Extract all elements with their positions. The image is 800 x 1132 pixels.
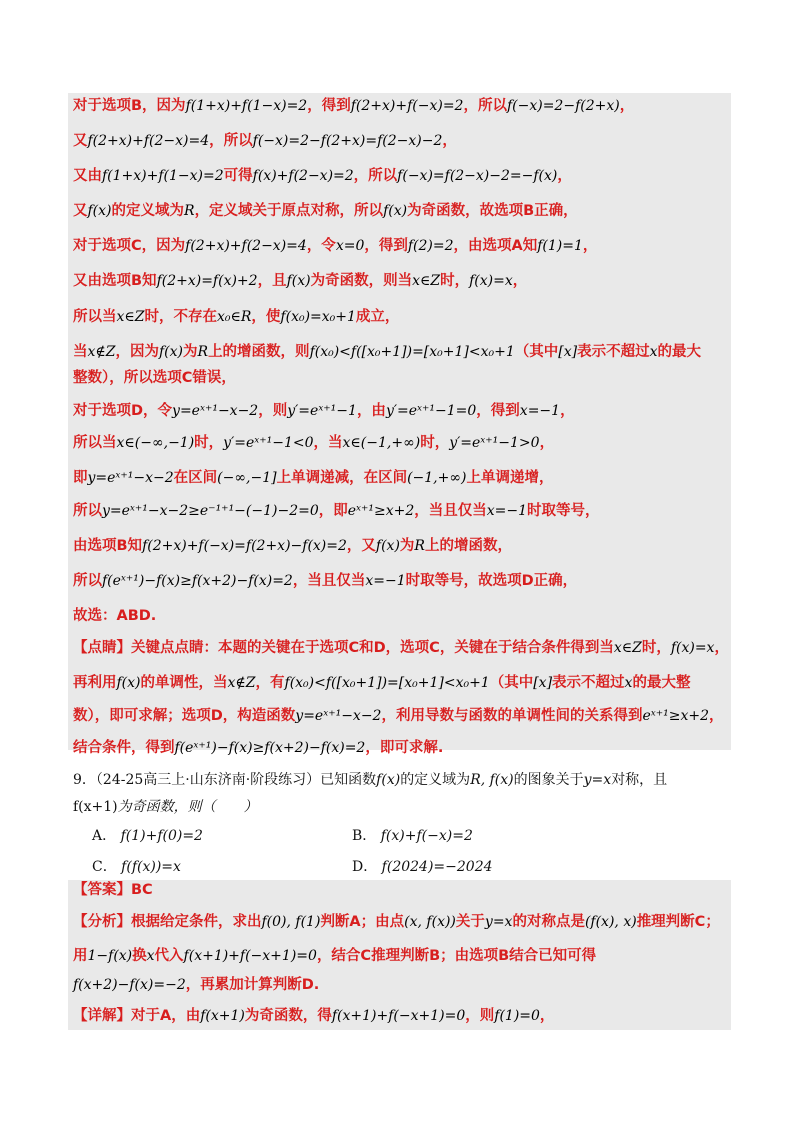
text-segment: ，结合C推理判断B；由选项B结合已知可得 (316, 948, 597, 964)
question-stem-line2 (73, 797, 728, 817)
text-segment: 为奇函数，故选项B正确， (407, 203, 578, 219)
math-expression: f(1+x)+f(1−x)=2 (185, 98, 308, 114)
math-expression: f(x) (159, 344, 184, 360)
text-segment: ，则 (465, 1008, 495, 1024)
text-segment: ，所以 (353, 168, 398, 184)
text-segment: ，定义域关于原点对称，所以 (194, 203, 384, 219)
math-expression: (x, f(x)) (404, 914, 456, 930)
text-segment: 成立， (355, 309, 400, 325)
text-segment: ，即 (318, 503, 348, 519)
math-expression: x∈(−∞,−1) (116, 435, 195, 451)
text-segment: ，当且仅当 (414, 503, 487, 519)
math-expression: R (184, 203, 195, 219)
answer-line (73, 912, 728, 932)
math-expression: f(2)=2 (407, 238, 454, 254)
solution-line (73, 571, 728, 591)
solution-line (73, 501, 728, 521)
math-expression: f(2+x)+f(2−x)=4 (185, 238, 307, 254)
solution-line (73, 433, 728, 453)
text-segment: ，即可求解. (365, 740, 444, 756)
text-segment: 为奇函数，则当 (310, 273, 413, 289)
math-expression: R (197, 344, 209, 360)
math-expression: f(x+1)+f(−x+1)=0 (331, 1008, 466, 1024)
text-segment: 故选：ABD. (73, 608, 157, 624)
text-segment: 数），即可求解；选项D，构造函数 (73, 708, 296, 724)
math-expression: x (649, 344, 658, 360)
text-segment: 又 (73, 203, 88, 219)
math-expression: (−∞,−1] (217, 470, 277, 486)
math-expression: x∈Z (613, 640, 642, 656)
math-expression: f(0), f(1) (261, 914, 321, 930)
math-expression: 1−f(x) (87, 948, 133, 964)
solution-line (73, 536, 728, 556)
text-segment: ， (560, 403, 575, 419)
text-segment: 对称，且 (611, 772, 668, 788)
math-expression: x∈Z (116, 309, 145, 325)
text-segment: （其中 (489, 675, 534, 691)
text-segment: 判断A；由点 (320, 914, 405, 930)
text-segment: 当 (73, 344, 88, 360)
math-expression: x (624, 675, 633, 691)
text-segment: 为 (399, 538, 415, 554)
text-segment: 又由 (73, 168, 102, 184)
math-expression: f(x+1)+f(−x+1)=0 (183, 948, 317, 964)
text-segment: ，由 (356, 403, 386, 419)
math-expression: f(1)=1 (537, 238, 583, 254)
math-expression: y=eˣ⁺¹−x−2≥e⁻¹⁺¹−(−1)−2=0 (102, 503, 319, 519)
text-segment: 又 (73, 133, 88, 149)
text-segment: ， (539, 1008, 555, 1024)
text-segment: 上的增函数， (424, 538, 512, 554)
math-expression: y′=eˣ⁺¹−1<0 (223, 435, 314, 451)
math-expression: [x] (533, 675, 553, 691)
math-expression: f(x)+f(2−x)=2 (252, 168, 354, 184)
math-expression: x∉Z (87, 344, 116, 360)
math-expression: f(x) (286, 273, 311, 289)
math-expression: [x] (558, 344, 578, 360)
math-expression: x (146, 948, 155, 964)
text-segment: f(x+1) (73, 799, 118, 815)
text-segment: ， (709, 708, 724, 724)
text-segment: 可得 (223, 168, 253, 184)
option-label: A． (92, 828, 117, 844)
math-expression: f(x)=x (469, 273, 513, 289)
answer-line (73, 1006, 728, 1026)
math-expression: R, f(x) (470, 772, 514, 788)
math-expression: f(x₀)=x₀+1 (280, 309, 356, 325)
text-segment: 又由选项B知 (73, 273, 157, 289)
math-expression: f(2024)=−2024 (377, 859, 493, 875)
text-segment: 由选项B知 (73, 538, 143, 554)
text-segment: ，利用导数与函数的单调性间的关系得到 (381, 708, 643, 724)
solution-line (73, 131, 728, 151)
solution-line (73, 201, 728, 221)
text-segment: ，由选项A知 (453, 238, 538, 254)
text-segment: 的图象关于 (513, 772, 584, 788)
math-expression: f(1)+f(0)=2 (116, 828, 203, 844)
text-segment: ， (714, 640, 729, 656)
text-segment: 【点睛】关键点点睛：本题的关键在于选项C和D，选项C，关键在于结合条件得到当 (73, 640, 614, 656)
math-expression: f(1+x)+f(1−x)=2 (102, 168, 224, 184)
math-expression: f(−x)=2−f(2+x)=f(2−x)−2 (252, 133, 443, 149)
solution-line (73, 706, 728, 726)
option-d (352, 857, 493, 877)
math-expression: x=−1 (486, 503, 528, 519)
math-expression: y=eˣ⁺¹−x−2 (295, 708, 382, 724)
text-segment: 的单调性，当 (140, 675, 228, 691)
text-segment: 9．（24-25高三上·山东济南·阶段练习）已知函数 (73, 772, 377, 788)
solution-line (73, 606, 728, 626)
text-segment: 结合条件，得到 (73, 740, 175, 756)
text-segment: ，再累加计算判断D. (185, 977, 320, 993)
math-expression: f(x+1) (200, 1008, 245, 1024)
math-expression: (−1,+∞) (407, 470, 467, 486)
text-segment: ，当且仅当 (292, 573, 366, 589)
math-expression: y′=eˣ⁺¹−1 (287, 403, 357, 419)
math-expression: f(x)+f(−x)=2 (376, 828, 473, 844)
option-c (92, 857, 181, 877)
solution-line (73, 236, 728, 256)
text-segment: ， (512, 273, 528, 289)
math-expression: y=x (484, 914, 513, 930)
math-expression: f(f(x))=x (116, 859, 181, 875)
text-segment: 推理判断C； (636, 914, 720, 930)
text-segment: 对于选项C，因为 (73, 238, 186, 254)
math-expression: f(x) (376, 772, 401, 788)
math-expression: f(−x)=f(2−x)−2=−f(x) (397, 168, 558, 184)
text-segment: 时，不存在 (144, 309, 217, 325)
text-segment: 所以当 (73, 435, 117, 451)
text-segment: 所以 (73, 573, 102, 589)
text-segment: ， (557, 168, 572, 184)
math-expression: f(2+x)=f(x)+2 (156, 273, 258, 289)
text-segment: ，使 (251, 309, 281, 325)
text-segment: 的最大 (657, 344, 701, 360)
math-expression: f(x)=x (670, 640, 715, 656)
text-segment: 再利用 (73, 675, 117, 691)
option-label: D． (352, 859, 378, 875)
text-segment: 上的增函数，则 (208, 344, 310, 360)
math-expression: f(x) (116, 675, 141, 691)
math-expression: x=−1 (365, 573, 406, 589)
text-segment: 的定义域为 (400, 772, 471, 788)
text-segment: 时， (420, 435, 450, 451)
math-expression: eˣ⁺¹≥x+2 (347, 503, 415, 519)
answer-line (73, 880, 728, 900)
solution-line (73, 96, 728, 116)
solution-line (73, 468, 728, 488)
solution-line (73, 271, 728, 291)
option-label: C． (92, 859, 117, 875)
math-expression: f(eˣ⁺¹)−f(x)≥f(x+2)−f(x)=2 (102, 573, 293, 589)
solution-line (73, 401, 728, 421)
solution-line (73, 166, 728, 186)
question-stem-line1 (73, 770, 728, 790)
text-segment: ， (442, 133, 457, 149)
math-expression: x=0 (335, 238, 365, 254)
math-expression: x₀∈R (217, 309, 252, 325)
text-segment: ，令 (306, 238, 336, 254)
text-segment: 整数），所以选项C错误， (73, 370, 236, 386)
text-segment: 【分析】根据给定条件，求出 (73, 914, 262, 930)
text-segment: 时， (440, 273, 470, 289)
text-segment: 时取等号，故选项D正确， (405, 573, 578, 589)
math-expression: x∈(−1,+∞) (342, 435, 421, 451)
text-segment: ，当 (313, 435, 343, 451)
text-segment: ， (619, 98, 635, 114)
math-expression: f(2+x)+f(2−x)=4 (87, 133, 210, 149)
math-expression: x=−1 (519, 403, 561, 419)
text-segment: 的对称点是 (512, 914, 585, 930)
math-expression: f(x) (375, 538, 400, 554)
text-segment: 【答案】BC (73, 882, 153, 898)
math-expression: y=x (583, 772, 612, 788)
math-expression: eˣ⁺¹≥x+2 (642, 708, 709, 724)
answer-line (73, 975, 728, 995)
text-segment: 换 (132, 948, 147, 964)
math-expression: R (414, 538, 425, 554)
text-segment: 所以当 (73, 309, 117, 325)
solution-line (73, 342, 728, 362)
text-segment: ，所以 (463, 98, 507, 114)
text-segment: ，得到 (307, 98, 351, 114)
math-expression: f(x₀)<f([x₀+1])=[x₀+1]<x₀+1 (284, 675, 490, 691)
math-expression: f(2+x)+f(−x)=2 (350, 98, 464, 114)
math-expression: f(x) (383, 203, 408, 219)
solution-line (73, 738, 728, 758)
math-expression: f(−x)=2−f(2+x) (506, 98, 620, 114)
math-expression: 为奇函数，则（ ） (117, 799, 258, 815)
text-segment: ，得到 (476, 403, 520, 419)
text-segment: 表示不超过 (577, 344, 650, 360)
text-segment: 用 (73, 948, 88, 964)
solution-line (73, 638, 728, 658)
text-segment: 关于 (455, 914, 485, 930)
math-expression: f(x₀)<f([x₀+1])=[x₀+1]<x₀+1 (309, 344, 515, 360)
math-expression: f(x) (87, 203, 112, 219)
math-expression: f(eˣ⁺¹)−f(x)≥f(x+2)−f(x)=2 (174, 740, 366, 756)
option-a (92, 826, 203, 846)
math-expression: y=eˣ⁺¹−x−2 (172, 403, 259, 419)
text-segment: 所以 (73, 503, 102, 519)
text-segment: ，且 (257, 273, 287, 289)
math-expression: y′=eˣ⁺¹−1>0 (449, 435, 540, 451)
solution-line (73, 673, 728, 693)
answer-line (73, 946, 728, 966)
math-expression: f(1)=0 (494, 1008, 540, 1024)
text-segment: ，所以 (209, 133, 253, 149)
text-segment: 时取等号， (527, 503, 600, 519)
text-segment: 的最大整 (632, 675, 691, 691)
text-segment: 在区间 (173, 470, 218, 486)
math-expression: y=eˣ⁺¹−x−2 (87, 470, 174, 486)
math-expression: x∈Z (412, 273, 441, 289)
math-expression: y′=eˣ⁺¹−1=0 (385, 403, 477, 419)
text-segment: ， (582, 238, 598, 254)
text-segment: 的定义域为 (111, 203, 185, 219)
text-segment: 上单调递减，在区间 (276, 470, 408, 486)
text-segment: 对于选项B，因为 (73, 98, 186, 114)
text-segment: 【详解】对于A，由 (73, 1008, 201, 1024)
option-b (352, 826, 473, 846)
text-segment: （其中 (514, 344, 559, 360)
text-segment: 为奇函数，得 (244, 1008, 332, 1024)
solution-line (73, 368, 728, 388)
text-segment: 即 (73, 470, 88, 486)
text-segment: 上单调递增， (466, 470, 554, 486)
text-segment: ， (539, 435, 555, 451)
math-expression: f(2+x)+f(−x)=f(2+x)−f(x)=2 (142, 538, 347, 554)
text-segment: ，得到 (364, 238, 408, 254)
math-expression: f(x+2)−f(x)=−2 (73, 977, 186, 993)
option-label: B． (352, 828, 377, 844)
text-segment: 时， (641, 640, 671, 656)
text-segment: 为 (183, 344, 198, 360)
text-segment: 表示不超过 (552, 675, 625, 691)
text-segment: ，又 (346, 538, 376, 554)
solution-line (73, 307, 728, 327)
math-expression: x∉Z (227, 675, 256, 691)
text-segment: 对于选项D，令 (73, 403, 173, 419)
text-segment: 代入 (154, 948, 184, 964)
text-segment: ，则 (258, 403, 288, 419)
text-segment: ，有 (255, 675, 285, 691)
math-expression: (f(x), x) (584, 914, 637, 930)
text-segment: 时， (194, 435, 224, 451)
text-segment: ，因为 (115, 344, 159, 360)
